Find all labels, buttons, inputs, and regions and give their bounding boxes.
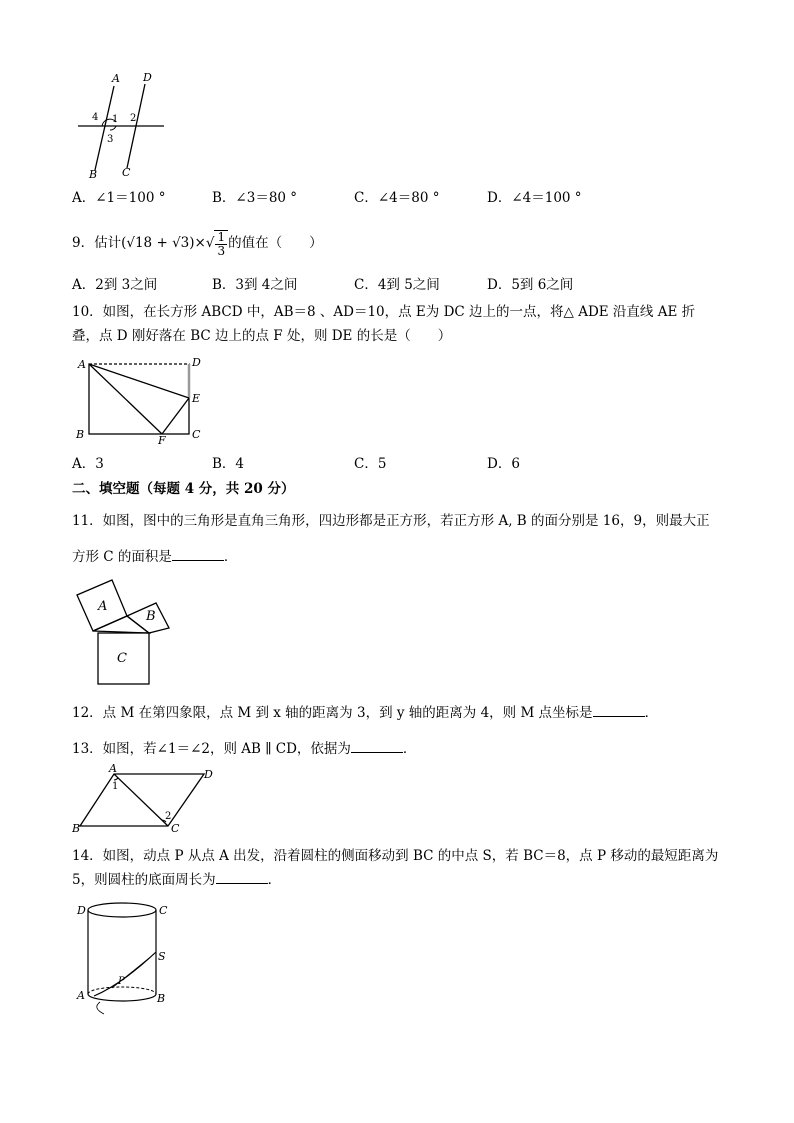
q8-option-b: B．∠3＝80 °	[212, 190, 298, 206]
q14-label-s: S	[158, 950, 166, 963]
q8-option-c: C．∠4＝80 °	[354, 190, 440, 206]
q10-line2: 叠，点 D 刚好落在 BC 边上的点 F 处，则 DE 的长是（ ）	[72, 328, 452, 344]
q13-prefix: 13．如图，若∠1＝∠2，则 AB ∥ CD，依据为	[72, 741, 351, 757]
q11-line2-prefix: 方形 C 的面积是	[72, 549, 172, 565]
q9-expr-a: (√18	[121, 235, 153, 251]
q8-label-2: 2	[130, 113, 137, 124]
q9-expr-b: √3	[172, 235, 190, 251]
q14-answer-blank[interactable]	[216, 871, 268, 884]
q10-label-e: E	[192, 392, 201, 405]
q10-figure	[72, 352, 212, 444]
q14-label-a: A	[77, 989, 85, 1002]
q8-label-3: 3	[107, 134, 114, 145]
q10-label-d: D	[192, 356, 201, 369]
q10-option-c: C．5	[354, 456, 387, 472]
q13-stem	[72, 739, 416, 759]
q14-line2	[72, 870, 281, 890]
q14-line2-suffix: ．	[267, 872, 282, 888]
q9-option-a: A．2到 3之间	[72, 277, 158, 293]
q13-figure	[72, 762, 222, 838]
q9-frac-den: 3	[217, 243, 226, 258]
q14-label-c: C	[159, 904, 168, 917]
q13-label-1: 1	[112, 781, 119, 792]
q11-label-a: A	[98, 599, 108, 614]
q10-label-c: C	[192, 428, 201, 441]
q14-label-b: B	[157, 992, 166, 1005]
q11-label-b: B	[146, 609, 156, 624]
q11-line1: 11．如图，图中的三角形是直角三角形，四边形都是正方形，若正方形 A, B 的面分别是 16，9，则最大正	[72, 513, 710, 529]
q9-option-d: D．5到 6之间	[487, 277, 574, 293]
q12-stem	[72, 703, 658, 723]
q9-option-c: C．4到 5之间	[354, 277, 440, 293]
q13-label-2: 2	[165, 811, 172, 822]
q10-line1: 10．如图，在长方形 ABCD 中，AB＝8 、AD＝10，点 E为 DC 边上的一点，将△ ADE 沿直线 AE 折	[72, 304, 696, 320]
q8-label-d: D	[143, 71, 152, 84]
q11-line2-suffix: ．	[223, 549, 238, 565]
q14-label-d: D	[77, 904, 86, 917]
q8-option-a: A．∠1＝100 °	[72, 190, 166, 206]
q13-label-c: C	[171, 822, 180, 835]
q13-label-a: A	[109, 762, 117, 775]
q9-suffix: 的值在（ ）	[228, 235, 323, 251]
q14-figure	[72, 896, 182, 1016]
q9-fraction	[214, 230, 228, 258]
q8-label-4: 4	[92, 112, 99, 123]
q12-prefix: 12．点 M 在第四象限，点 M 到 x 轴的距离为 3，到 y 轴的距离为 4，则 M 点坐标是	[72, 705, 593, 721]
q14-line2-prefix: 5，则圆柱的底面周长为	[72, 872, 216, 888]
q11-figure	[72, 577, 178, 687]
q11-label-c: C	[117, 651, 127, 666]
section-2-title: 二、填空题（每题 4 分，共 20 分）	[72, 481, 295, 497]
q13-suffix: ．	[402, 741, 417, 757]
q10-label-f: F	[158, 434, 166, 444]
q9-expr-close: )×	[189, 235, 206, 251]
q10-option-a: A．3	[72, 456, 104, 472]
q10-option-d: D．6	[487, 456, 520, 472]
q11-line2	[72, 547, 237, 567]
q9-stem: 9．估计(√18 + √3)×√ $\frac{1}{3}$ 的值在（ ）	[72, 229, 323, 258]
q8-label-b: B	[89, 168, 98, 180]
q10-label-a: A	[78, 358, 86, 371]
q14-label-p: P	[118, 976, 125, 987]
q9-option-b: B．3到 4之间	[212, 277, 298, 293]
q8-figure	[72, 70, 172, 180]
q13-label-d: D	[204, 768, 213, 781]
q8-option-d: D．∠4＝100 °	[487, 190, 582, 206]
q8-label-c: C	[122, 166, 131, 179]
q8-label-a: A	[112, 72, 120, 85]
q13-label-b: B	[72, 822, 81, 835]
q14-line1: 14．如图，动点 P 从点 A 出发，沿着圆柱的侧面移动到 BC 的中点 S，若 BC＝8，点 P 移动的最短距离为	[72, 848, 719, 864]
q12-answer-blank[interactable]	[593, 704, 645, 717]
q12-suffix: ．	[644, 705, 659, 721]
q9-prefix: 9．估计	[72, 235, 122, 251]
q9-expr-plus: +	[152, 235, 173, 251]
q10-option-b: B．4	[212, 456, 245, 472]
q11-answer-blank[interactable]	[172, 548, 224, 561]
q9-frac-num: 1	[217, 229, 226, 244]
q8-label-1: 1	[112, 114, 119, 125]
q13-answer-blank[interactable]	[351, 740, 403, 753]
q10-label-b: B	[76, 428, 85, 441]
